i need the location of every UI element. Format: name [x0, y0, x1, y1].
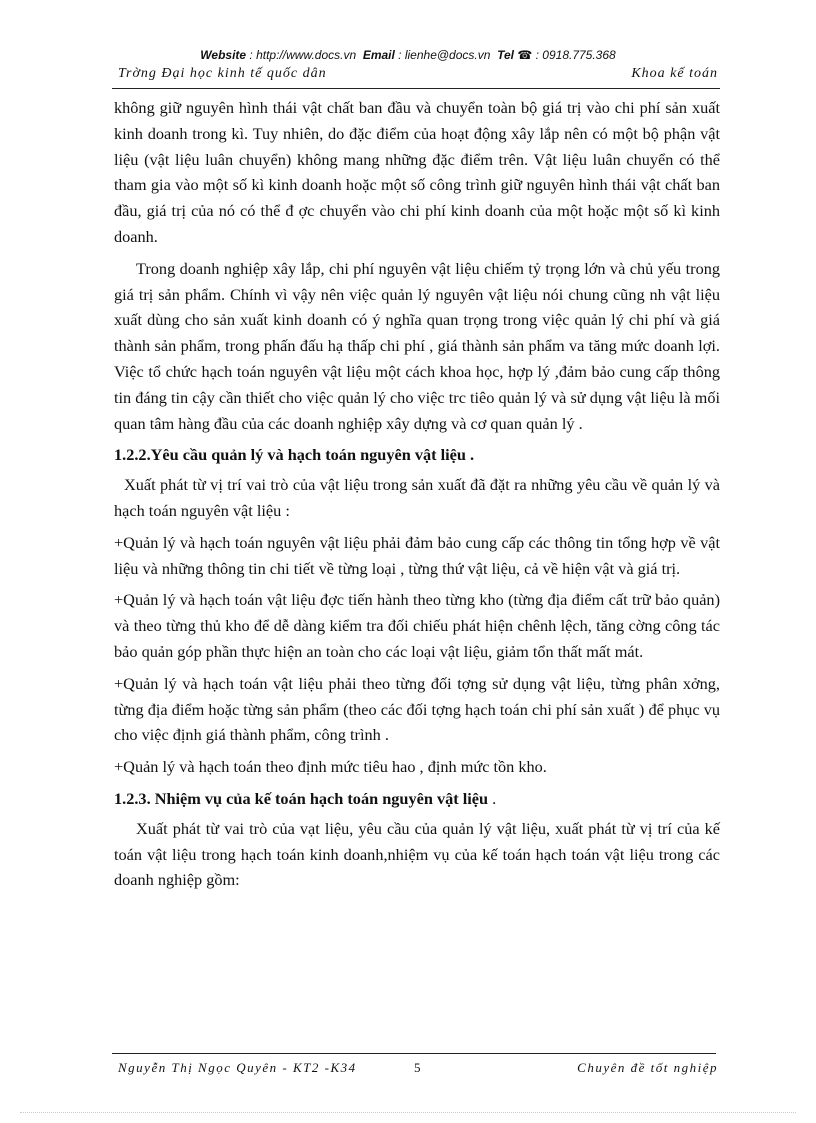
header-divider: [112, 88, 720, 89]
tel-label: Tel: [497, 48, 514, 62]
tel-value: : 0918.775.368: [535, 48, 616, 62]
section-heading: [114, 786, 720, 812]
list-item: +Quản lý và hạch toán nguyên vật liệu phải đảm bảo cung cấp các thông tin tổng hợp về vật liệu và những thông tin chi tiết về từng loại , từng thứ vật liệu, cả về hiện vật và giá trị.: [114, 532, 720, 578]
footer-divider: [112, 1053, 716, 1054]
list-item: +Quản lý và hạch toán theo định mức tiêu hao , định mức tồn kho.: [114, 757, 547, 777]
section-heading-text: 1.2.3. Nhiệm vụ của kế toán hạch toán nguyên vật liệu: [114, 788, 489, 808]
document-body: [114, 95, 720, 899]
page-bottom-divider: [20, 1112, 796, 1113]
paragraph: Trong doanh nghiệp xây lắp, chi phí nguyên vật liệu chiếm tỷ trọng lớn và chủ yếu trong giá trị sản phẩm. Chính vì vậy nên việc quản lý nguyên vật liệu nói chung cũng nh vật liệu xuất dùng cho sản xuất kinh doanh có ý nghĩa quan trọng trong việc quản lý chi phí và giá thành sản phẩm, trong phấn đấu hạ thấp chi phí , giá thành sản phẩm va tăng mức doanh lợi. Việc tổ chức hạch toán nguyên vật liệu một cách khoa học, hợp lý ,đảm bảo cung cấp thông tin đáng tin cậy cần thiết cho việc quản lý cho việc trc tiêo quản lý và sử dụng vật liệu là mối quan tâm hàng đầu của các doanh nghiệp xây dựng và cơ quan quản lý .: [114, 258, 720, 433]
header-university: Trờng Đại học kinh tế quốc dân: [118, 66, 327, 81]
website-bar: [0, 48, 816, 62]
section-heading-tail: .: [488, 788, 497, 808]
paragraph: Xuất phát từ vị trí vai trò của vật liệu trong sản xuất đã đặt ra những yêu cầu về quản lý và hạch toán nguyên vật liệu :: [114, 475, 720, 520]
header-faculty: Khoa kế toán: [631, 66, 718, 81]
section-heading: 1.2.2.Yêu cầu quản lý và hạch toán nguyên vật liệu .: [114, 445, 475, 465]
page-header: [118, 66, 718, 82]
website-label: Website: [200, 48, 247, 62]
list-item: +Quản lý và hạch toán vật liệu phải theo từng đối tợng sử dụng vật liệu, từng phân xởng, từng địa điểm hoặc từng sản phẩm (theo các đối tợng hạch toán chi phí sản xuất ) để phục vụ cho việc định giá thành phẩm, công trình .: [114, 673, 720, 745]
website-url[interactable]: : http://www.docs.vn: [249, 48, 357, 62]
email-label: Email: [362, 48, 395, 62]
paragraph: không giữ nguyên hình thái vật chất ban đầu và chuyển toàn bộ giá trị vào chi phí sản xuất kinh doanh trong kì. Tuy nhiên, do đặc điểm của hoạt động xây lắp nên có một bộ phận vật liệu (vật liệu luân chuyển) không mang những đặc điểm trên. Vật liệu luân chuyển có thể tham gia vào một số kì kinh doanh hoặc một số công trình giữ nguyên hình thái vật chất ban đầu, giá trị của nó có thể đ ợc chuyển vào chi phí kinh doanh của một hoặc một số kì kinh doanh.: [114, 98, 720, 246]
footer-author: Nguyễn Thị Ngọc Quyên - KT2 -K34: [118, 1060, 357, 1075]
email-value[interactable]: : lienhe@docs.vn: [398, 48, 491, 62]
footer-title: Chuyên đề tốt nghiệp: [577, 1060, 718, 1075]
page-number: 5: [414, 1060, 422, 1075]
phone-icon: ☎: [517, 48, 533, 62]
list-item: +Quản lý và hạch toán vật liệu đợc tiến hành theo từng kho (từng địa điểm cất trữ bảo quản) và theo từng thủ kho để dễ dàng kiểm tra đối chiếu phát hiện chênh lệch, tăng cờng công tác bảo quản góp phần thực hiện an toàn cho các loại vật liệu, giảm tổn thất mất mát.: [114, 590, 720, 661]
paragraph: Xuất phát từ vai trò của vạt liệu, yêu cầu của quản lý vật liệu, xuất phát từ vị trí của kế toán vật liệu trong hạch toán kinh doanh,nhiệm vụ của kế toán hạch toán vật liệu trong các doanh nghiệp gồm:: [114, 818, 720, 890]
